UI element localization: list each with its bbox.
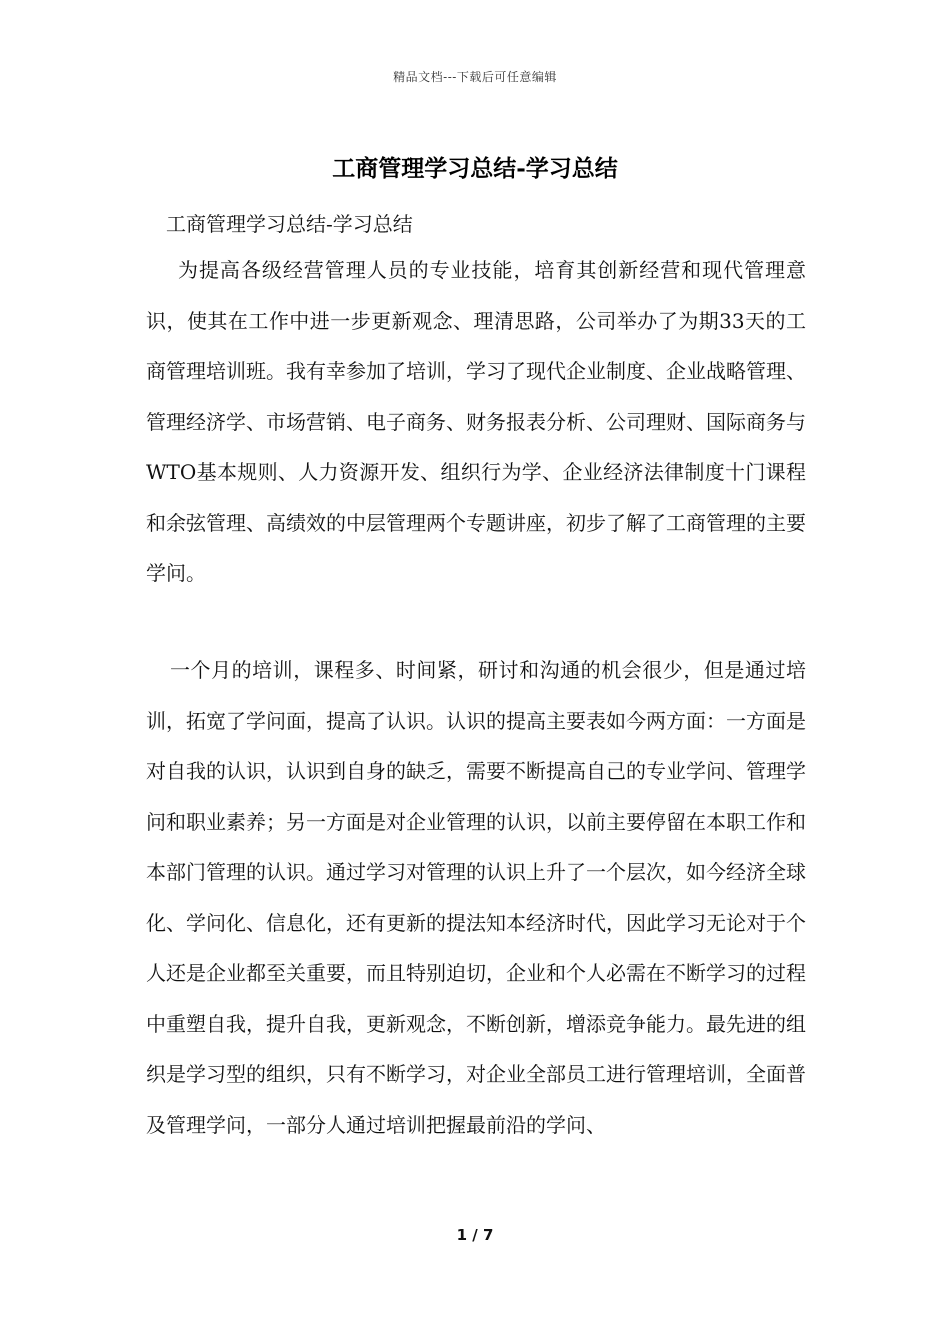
document-subtitle: 工商管理学习总结-学习总结 — [166, 212, 413, 236]
paragraph-1: 为提高各级经营管理人员的专业技能，培育其创新经营和现代管理意识，使其在工作中进一步更新观念、理清思路，公司举办了为期33天的工商管理培训班。我有幸参加了培训，学习了现代企业制度、企业战略管理、管理经济学、市场营销、电子商务、财务报表分析、公司理财、国际商务与WTO基本规则、人力资源开发、组织行为学、企业经济法律制度十门课程和余弦管理、高绩效的中层管理两个专题讲座，初步了解了工商管理的主要学问。 — [146, 258, 806, 585]
document-title: 工商管理学习总结-学习总结 — [332, 155, 618, 182]
page-number: 1 / 7 — [456, 1226, 494, 1244]
header-note: 精品文档---下载后可任意编辑 — [393, 70, 557, 84]
paragraph-2: 一个月的培训，课程多、时间紧，研讨和沟通的机会很少，但是通过培训，拓宽了学问面，提高了认识。认识的提高主要表如今两方面：一方面是对自我的认识，认识到自身的缺乏，需要不断提高自己的专业学问、管理学问和职业素养；另一方面是对企业管理的认识，以前主要停留在本职工作和本部门管理的认识。通过学习对管理的认识上升了一个层次，如今经济全球化、学问化、信息化，还有更新的提法知本经济时代，因此学习无论对于个人还是企业都至关重要，而且特别迫切，企业和个人必需在不断学习的过程中重塑自我，提升自我，更新观念，不断创新，增添竞争能力。最先进的组织是学习型的组织，只有不断学习，对企业全部员工进行管理培训，全面普及管理学问，一部分人通过培训把握最前沿的学问、 — [146, 658, 806, 1137]
